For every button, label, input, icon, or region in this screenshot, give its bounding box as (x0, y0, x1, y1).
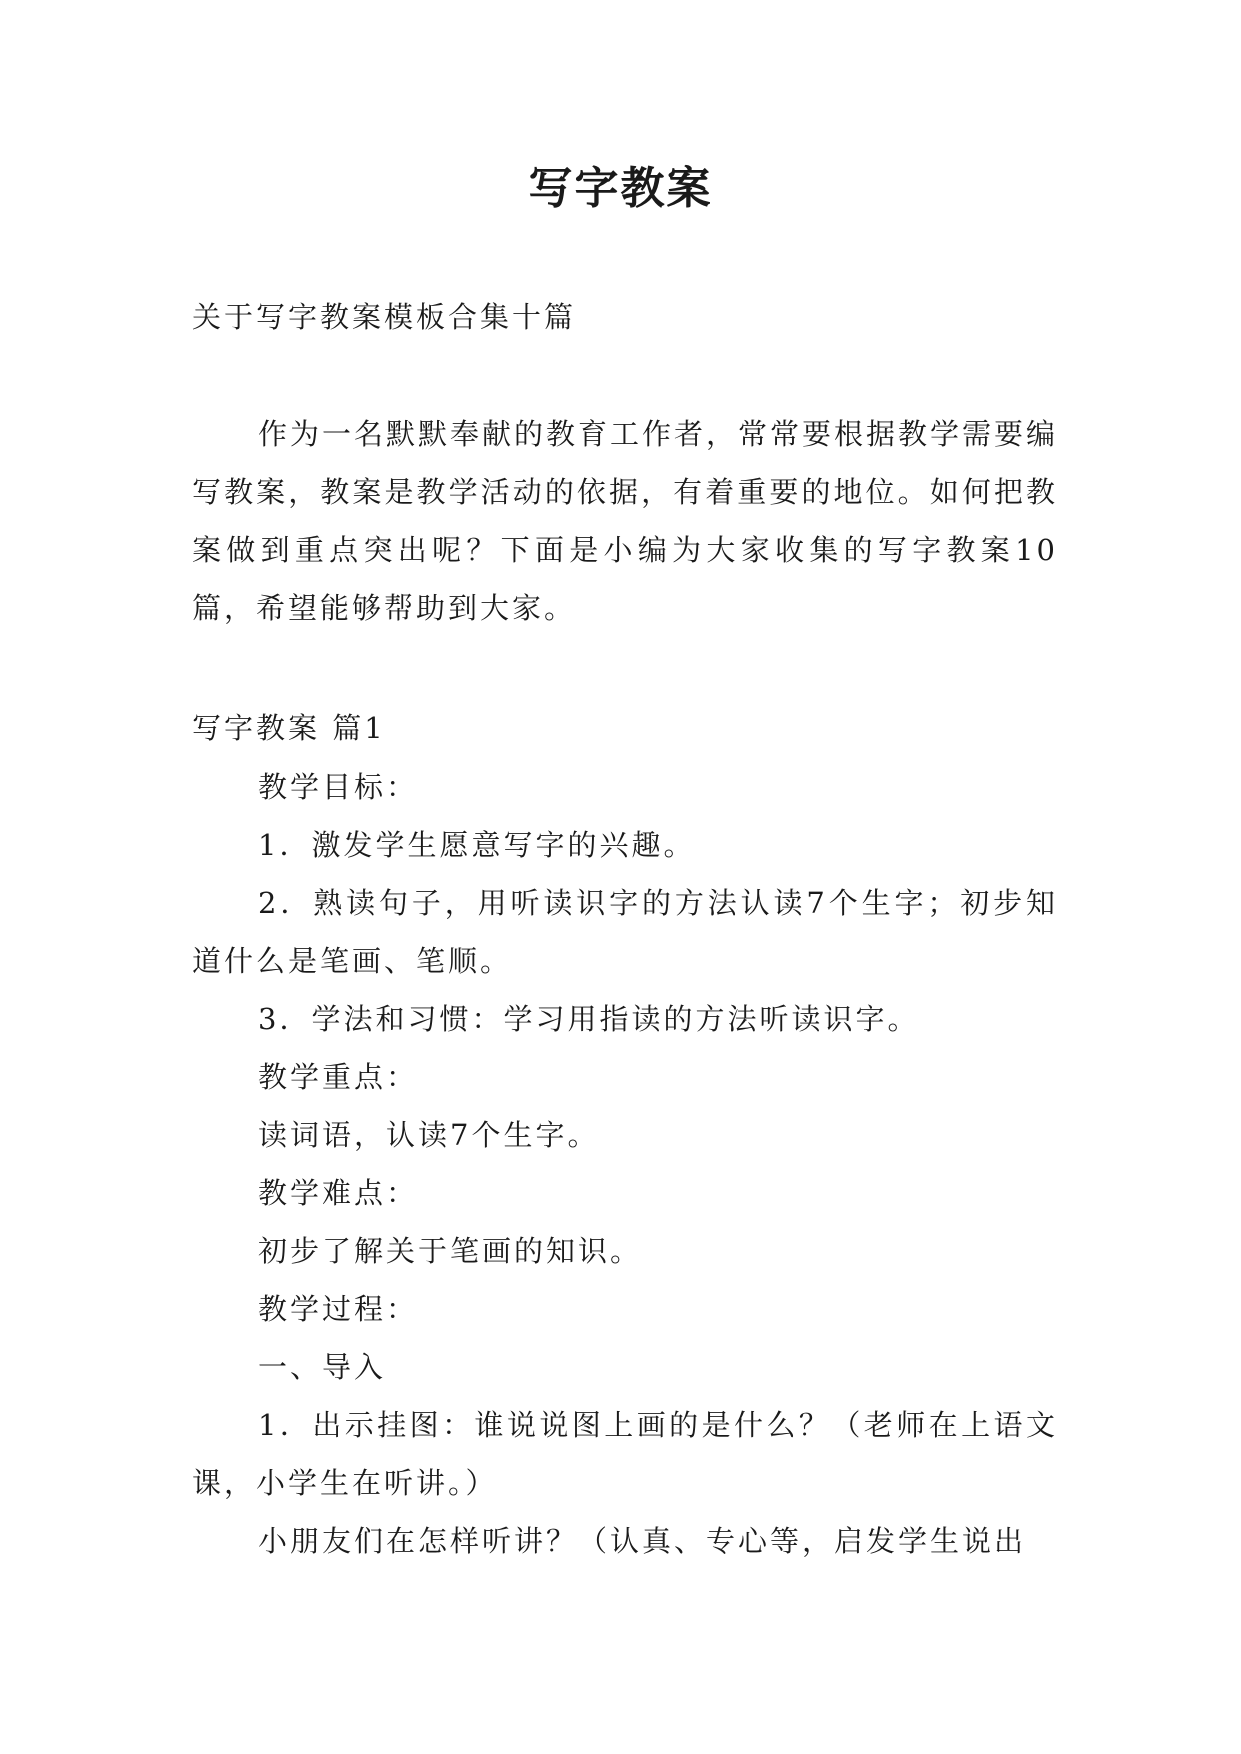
paragraph-listening: 小朋友们在怎样听讲？（认真、专心等，启发学生说出 (258, 1524, 1027, 1558)
paragraph-objective-1: 1．激发学生愿意写字的兴趣。 (258, 828, 696, 862)
paragraph-objectives-label: 教学目标： (258, 770, 419, 804)
paragraph-difficulties-label: 教学难点： (258, 1176, 419, 1210)
paragraph-step-intro: 一、导入 (258, 1350, 387, 1384)
document-subtitle: 关于写字教案模板合集十篇 (192, 300, 577, 334)
paragraph-key-points-label: 教学重点： (258, 1060, 419, 1094)
intro-paragraph: 作为一名默默奉献的教育工作者，常常要根据教学需要编写教案，教案是教学活动的依据，有着重要的地位。如何把教案做到重点突出呢？下面是小编为大家收集的写字教案10篇，希望能够帮助到大家。 (192, 417, 1059, 625)
paragraph-objective-3: 3．学法和习惯：学习用指读的方法听读识字。 (258, 1002, 920, 1036)
section-body (192, 758, 1058, 1570)
paragraph-step-1: 1．出示挂图：谁说说图上画的是什么？（老师在上语文课，小学生在听讲。） (192, 1408, 1058, 1500)
paragraph-difficulties: 初步了解关于笔画的知识。 (258, 1234, 643, 1268)
paragraph-process-label: 教学过程： (258, 1292, 419, 1326)
document-title: 写字教案 (528, 163, 713, 214)
paragraph-objective-2: 2．熟读句子，用听读识字的方法认读7个生字；初步知道什么是笔画、笔顺。 (192, 886, 1058, 978)
section-heading: 写字教案 篇1 (192, 711, 386, 745)
paragraph-key-points: 读词语，认读7个生字。 (258, 1118, 600, 1152)
